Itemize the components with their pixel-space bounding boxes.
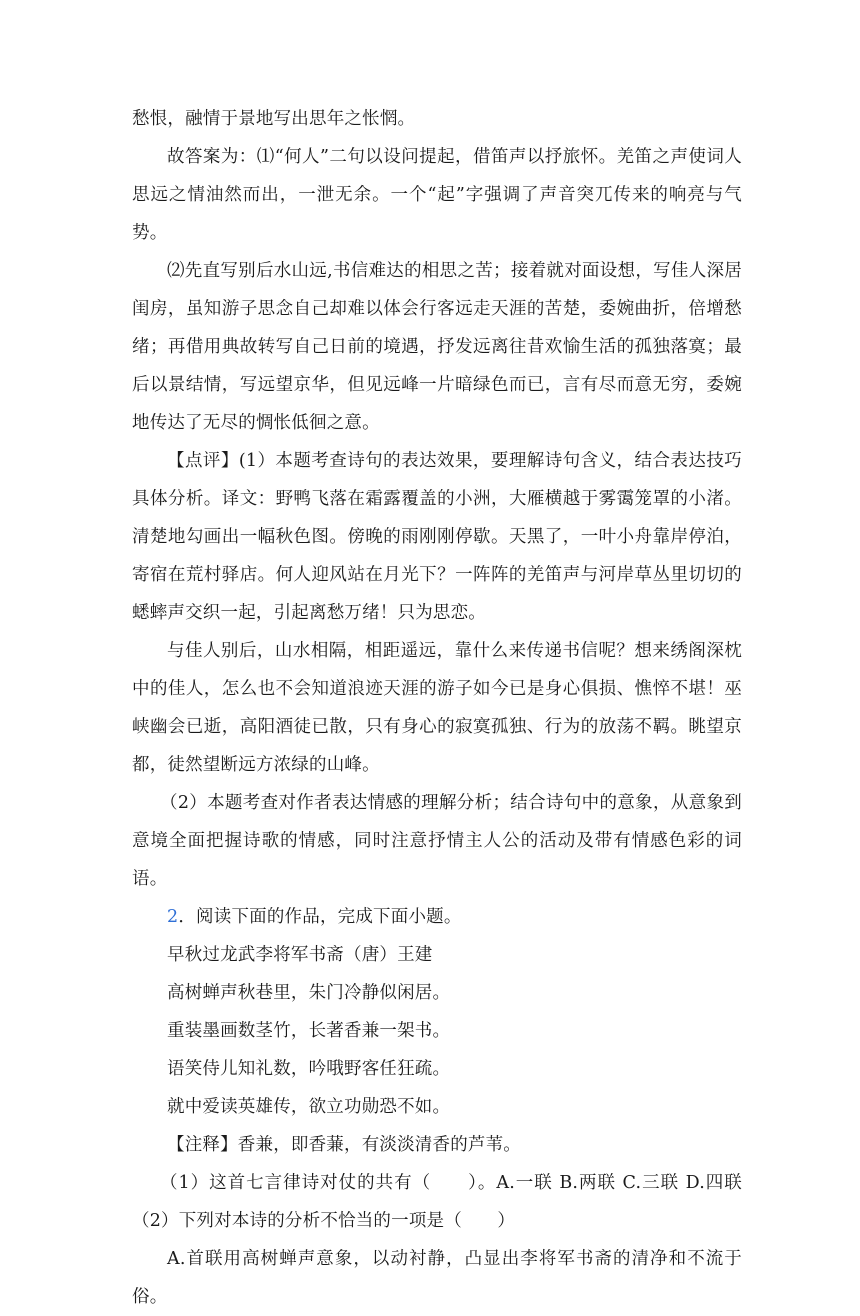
poem-title: 早秋过龙武李将军书斋（唐）王建 xyxy=(167,945,433,965)
document-body xyxy=(132,100,742,1316)
poem-line-3: 语笑侍儿知礼数，吟哦野客任狂疏。 xyxy=(167,1059,451,1079)
poem-line-2: 重装墨画数茎竹，长著香兼一架书。 xyxy=(167,1021,451,1041)
option-a: A.首联用高树蝉声意象，以动衬静，凸显出李将军书斋的清净和不流于俗。 xyxy=(132,1249,742,1307)
question-2-stem xyxy=(132,898,742,936)
answer-paragraph-2: ⑵先直写别后水山远,书信难达的相思之苦；接着就对面设想，写佳人深居闺房，虽知游子思念自己却难以体会行客远走天涯的苦楚，委婉曲折，倍增愁绪；再借用典故转写自己日前的境遇，抒发远离往昔欢愉生活的孤独落寞；最后以景结情，写远望京华，但见远峰一片暗绿色而已，言有尽而意无穷，委婉地传达了无尽的惆怅低徊之意。 xyxy=(132,261,742,433)
poem-line-1: 高树蝉声秋巷里，朱门冷静似闲居。 xyxy=(167,983,451,1003)
comment-paragraph-3: （2）本题考查对作者表达情感的理解分析；结合诗句中的意象，从意象到意境全面把握诗歌的情感，同时注意抒情主人公的活动及带有情感色彩的词语。 xyxy=(132,793,742,889)
poem-note: 【注释】香兼，即香蒹，有淡淡清香的芦苇。 xyxy=(167,1135,521,1155)
paragraph-continuation: 愁恨，融情于景地写出思年之怅惘。 xyxy=(132,109,416,129)
comment-paragraph-1: 【点评】(1）本题考查诗句的表达效果，要理解诗句含义，结合表达技巧具体分析。译文：野鸭飞落在霜露覆盖的小洲，大雁横越于雾霭笼罩的小渚。清楚地勾画出一幅秋色图。傍晚的雨刚刚停歇。天黑了，一叶小舟靠岸停泊，寄宿在荒村驿店。何人迎风站在月光下？一阵阵的羌笛声与河岸草丛里切切的蟋蟀声交织一起，引起离愁万绪！只为思恋。 xyxy=(132,451,742,623)
question-number: 2 xyxy=(167,907,179,927)
answer-paragraph-1: 故答案为：⑴“何人”二句以设问提起，借笛声以抒旅怀。羌笛之声使词人思远之情油然而出，一泄无余。一个“起”字强调了声音突兀传来的响亮与气势。 xyxy=(132,147,742,243)
poem-line-4: 就中爱读英雄传，欲立功勋恐不如。 xyxy=(167,1097,451,1117)
question-stem-text: ．阅读下面的作品，完成下面小题。 xyxy=(178,907,462,927)
comment-paragraph-2: 与佳人别后，山水相隔，相距遥远，靠什么来传递书信呢？想来绣阁深枕中的佳人，怎么也不会知道浪迹天涯的游子如今已是身心俱损、憔悴不堪！巫峡幽会已逝，高阳酒徒已散，只有身心的寂寞孤独、行为的放荡不羁。眺望京都，徒然望断远方浓绿的山峰。 xyxy=(132,641,742,775)
sub-questions: （1）这首七言律诗对仗的共有（ ）。A.一联 B.两联 C.三联 D.四联（2）下列对本诗的分析不恰当的一项是（ ） xyxy=(132,1173,742,1231)
